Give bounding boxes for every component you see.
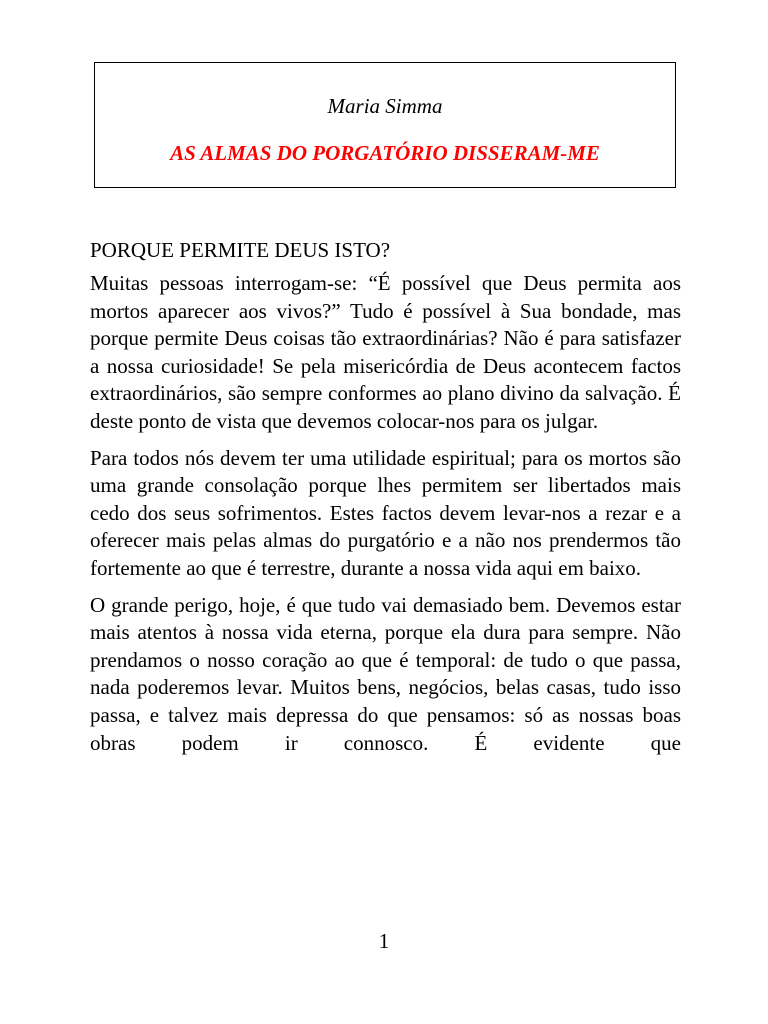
title-box <box>94 62 676 188</box>
section-heading: PORQUE PERMITE DEUS ISTO? <box>90 238 391 262</box>
author-name: Maria Simma <box>327 94 443 118</box>
paragraph: Para todos nós devem ter uma utilidade espiritual; para os mortos são uma grande consolação porque lhes permitem ser libertados mais cedo dos seus sofrimentos. Estes factos devem levar-nos a rezar e a oferecer mais pelas almas do purgatório e a não nos prendermos tão fortemente ao que é terrestre, durante a nossa vida aqui em baixo. <box>90 445 681 580</box>
paragraph: Muitas pessoas interrogam-se: “É possível que Deus permita aos mortos aparecer aos vivos?” Tudo é possível à Sua bondade, mas porque permite Deus coisas tão extraordinárias? Não é para satisfazer a nossa curiosidade! Se pela misericórdia de Deus acontecem factos extraordinários, são sempre conformes ao plano divino da salvação. É deste ponto de vista que devemos colocar-nos para os julgar. <box>90 271 681 433</box>
page-content <box>90 236 681 757</box>
book-title: AS ALMAS DO PORGATÓRIO DISSERAM-ME <box>170 141 600 165</box>
paragraph: O grande perigo, hoje, é que tudo vai demasiado bem. Devemos estar mais atentos à nossa vida eterna, porque ela dura para sempre. Não prendamos o nosso coração ao que é temporal: de tudo o que passa, nada poderemos levar. Muitos bens, negócios, belas casas, tudo isso passa, e talvez mais depressa do que pensamos: só as nossas boas obras podem ir connosco. É evidente que <box>90 592 681 755</box>
page-number: 1 <box>378 929 390 953</box>
